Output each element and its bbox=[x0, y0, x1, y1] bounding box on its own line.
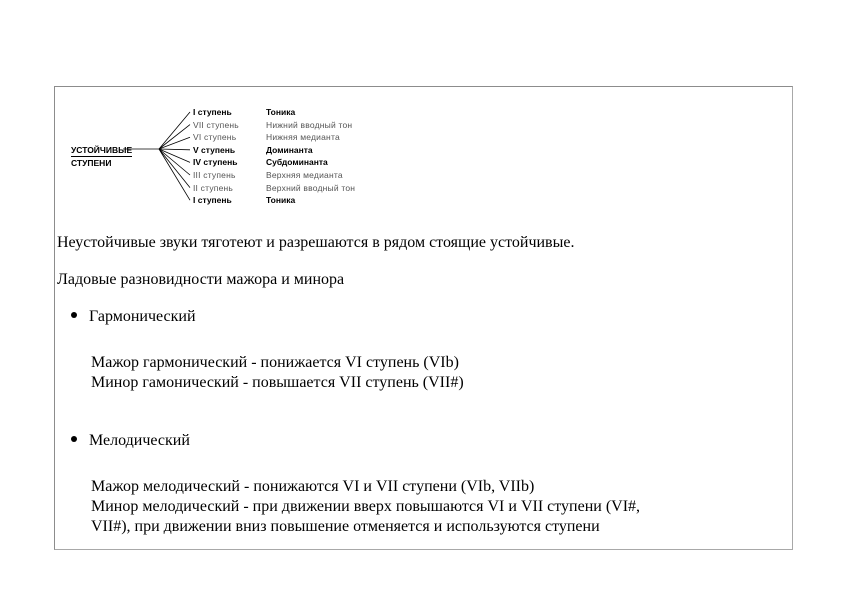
function-label: Тоника bbox=[266, 107, 296, 117]
function-label: Верхняя медианта bbox=[266, 170, 343, 180]
connector-line bbox=[159, 149, 190, 175]
degree-label: IV ступень bbox=[193, 157, 238, 168]
root-label-line1: УСТОЙЧИВЫЕ bbox=[71, 145, 133, 155]
root-label-line2: СТУПЕНИ bbox=[71, 156, 132, 169]
melodic-major-line: Мажор мелодический - понижаются VI и VII ступени (VIb, VIIb) bbox=[91, 478, 535, 495]
function-label: Нижний вводный тон bbox=[266, 119, 353, 130]
list-item-melodic bbox=[71, 431, 190, 451]
function-label: Нижняя медианта bbox=[266, 132, 340, 143]
stable-degrees-diagram bbox=[55, 87, 395, 212]
degree-label: III ступень bbox=[193, 170, 236, 180]
harmonic-major-line: Мажор гармонический - понижается VI ступень (VIb) bbox=[91, 354, 459, 371]
degree-label: I ступень bbox=[193, 107, 232, 117]
degree-label: I ступень bbox=[193, 195, 232, 206]
list-item-label: Гармонический bbox=[89, 308, 196, 325]
degree-label: VI ступень bbox=[193, 132, 237, 143]
connector-line bbox=[159, 149, 190, 188]
bullet-icon bbox=[71, 312, 77, 318]
connector-line bbox=[159, 125, 190, 149]
melodic-minor-line: Минор мелодический - при движении вверх повышаются VI и VII ступени (VI#, bbox=[91, 498, 641, 515]
connector-line bbox=[159, 149, 190, 162]
paragraph-unstable: Неустойчивые звуки тяготеют и разрешаются в рядом стоящие устойчивые. bbox=[57, 234, 575, 251]
connector-line bbox=[159, 149, 190, 200]
list-item-label: Мелодический bbox=[89, 432, 190, 449]
degree-label: VII ступень bbox=[193, 119, 239, 130]
function-label: Доминанта bbox=[266, 144, 313, 155]
diagram-root-label bbox=[71, 144, 132, 169]
function-label: Верхний вводный тон bbox=[266, 182, 356, 193]
list-item-harmonic bbox=[71, 307, 196, 327]
function-label: Тоника bbox=[266, 195, 296, 206]
melodic-minor-line-cont: VII#), при движении вниз повышение отменяется и используются ступени bbox=[91, 518, 600, 535]
degree-label: V ступень bbox=[193, 144, 236, 155]
function-label: Субдоминанта bbox=[266, 157, 328, 168]
harmonic-minor-line: Минор гамонический - повышается VII ступень (VII#) bbox=[91, 374, 464, 391]
document-frame bbox=[54, 86, 793, 550]
bullet-icon bbox=[71, 436, 77, 442]
degree-label: II ступень bbox=[193, 182, 234, 193]
paragraph-variants-heading: Ладовые разновидности мажора и минора bbox=[57, 271, 345, 288]
connector-line bbox=[159, 149, 190, 150]
